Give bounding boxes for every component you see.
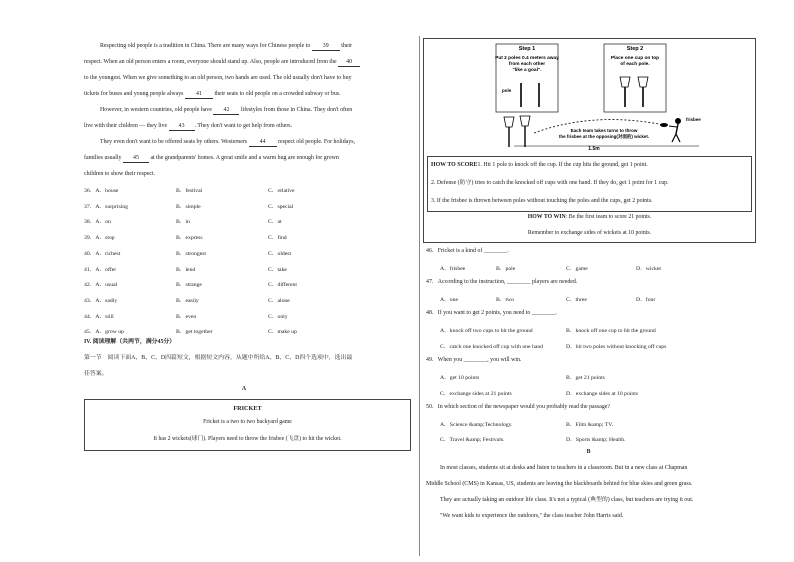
fricket-intro-box (84, 399, 411, 451)
question-48: 48．If you want to get 2 points, you need to ________. (426, 310, 557, 316)
question-option-c[interactable]: C．take (268, 266, 287, 273)
question-option-c[interactable]: C．at (268, 219, 282, 226)
option[interactable]: C．three (566, 297, 587, 303)
score-line: 3. If the frisbee is thrown between poles without touching the poles and the cups, get 2 points. (431, 198, 653, 204)
pole-label: pole (502, 88, 512, 93)
score-line: 2. Defense (防守) tries to catch the knocked off cups with one hand. If they do, get 1 point for 1 cup. (431, 180, 669, 186)
cup-icon (504, 117, 514, 127)
passage-line: They even don't want to be offered seats by others. Westerners 44 respect old people. For holidays, (100, 139, 355, 145)
option[interactable]: C．Travel &amp; Festivals. (440, 437, 505, 443)
blank-42: 42 (213, 106, 239, 115)
cup-icon (638, 77, 648, 87)
option[interactable]: A．one (440, 297, 459, 303)
question-option-a[interactable]: 40．A．richest (84, 250, 121, 257)
section-instruction: 第一节 阅读下面A、B、C、D四篇短文，根据短文内容，从题中所给A、B、C、D四个选项中，选出最 (84, 355, 353, 361)
option[interactable]: D．hit two poles without knocking off cups (566, 344, 667, 350)
question-option-c[interactable]: C．only (268, 313, 288, 320)
exchange-reminder: Remember to exchange sides of wickets at 10 points. (527, 230, 652, 236)
passage-line: respect. When an old person enters a room, everyone should stand up. Also, people are introduced from the 40 (84, 58, 360, 67)
option[interactable]: B．get 21 points (566, 375, 605, 381)
blank-40: 40 (338, 58, 360, 67)
passage-line: tickets for buses and young people always 41 their seats to old people on a crowded subway or bus. (84, 91, 341, 97)
passage-line: families usually 45 at the grandparents' homes. A great smile and a warm hug are enough for grown (84, 155, 339, 161)
svg-text:of each pole.: of each pole. (620, 62, 650, 67)
question-50: 50．In which section of the newspaper would you probably read the passage? (426, 404, 611, 410)
question-option-a[interactable]: 37．A．surprising (84, 203, 128, 210)
passage-b-line: They are actually taking an outdoor life class. It's not a typical (典型的) class, but teachers are trying it out. (440, 497, 694, 503)
question-option-b[interactable]: B．even (176, 313, 197, 320)
option[interactable]: D．wicket (636, 266, 661, 272)
option[interactable]: A．Science &amp;Technology. (440, 422, 513, 428)
question-option-b[interactable]: B．easily (176, 297, 199, 304)
passage-line: live with their children — they live 43 . They don't want to get help from others. (84, 123, 293, 129)
question-option-b[interactable]: B．get together (176, 329, 213, 336)
section-instruction: 佳答案。 (84, 371, 108, 377)
passage-line: Respecting old people is a tradition in China. There are many ways for Chinese people to 39 their (100, 43, 353, 49)
option[interactable]: A．knock off two cups to hit the ground (440, 328, 533, 334)
how-to-score-box (427, 156, 752, 212)
question-option-a[interactable]: 38．A．on (84, 219, 111, 226)
step1-label: Step 1 (518, 46, 536, 52)
distance-label: 1.5m (588, 146, 600, 151)
passage-b-line: In most classes, students sit at desks and listen to teachers in a classroom. But in a new class at Chapman (440, 465, 688, 471)
question-option-c[interactable]: C．different (268, 282, 297, 289)
question-option-c[interactable]: C．special (268, 203, 294, 210)
step2-panel (604, 44, 666, 112)
blank-39: 39 (312, 42, 340, 51)
question-49: 49．When you ________, you will win. (426, 357, 522, 363)
fricket-diagram (424, 39, 755, 151)
score-line: HOW TO SCORE1. Hit 1 pole to knock off the cup. If the cup hits the ground, get 1 point. (431, 162, 648, 168)
option[interactable]: A．frisbee (440, 266, 466, 272)
frisbee-label: frisbee (686, 117, 701, 122)
question-option-c[interactable]: C．alone (268, 297, 290, 304)
question-option-a[interactable]: 45．A．grow up (84, 329, 124, 336)
passage-line: However, in western countries, old people have 42 lifestyles from those in China. They don't often (100, 107, 353, 113)
option[interactable]: C．catch one knocked off cup with one hand (440, 344, 544, 350)
svg-text:Each team takes turns to throw: Each team takes turns to throw (570, 128, 638, 133)
svg-text:Place one cup on top: Place one cup on top (610, 56, 660, 61)
passage-line: children to show their respect. (84, 171, 156, 177)
svg-text:from each other: from each other (508, 62, 546, 67)
question-46: 46．Fricket is a kind of ________. (426, 248, 509, 254)
passage-b-line: Middle School (CMS) in Kansas, US, students are leaving the blackboards behind for blue skies and green grass. (426, 481, 693, 487)
passage-label-b: B (586, 449, 591, 455)
passage-b-line: "We want kids to experience the outdoors," the class teacher John Harris said. (440, 513, 624, 519)
question-option-b[interactable]: B．lend (176, 266, 196, 273)
option[interactable]: C．exchange sides at 21 points (440, 391, 512, 397)
section-heading: IV. 阅读理解（共两节，满分45分） (84, 339, 176, 345)
blank-45: 45 (123, 154, 149, 163)
option[interactable]: D．Sports &amp; Health. (566, 437, 626, 443)
step2-label: Step 2 (626, 46, 644, 52)
svg-text:Put 2 poles 0.4 meters away: Put 2 poles 0.4 meters away (495, 56, 559, 61)
question-option-a[interactable]: 43．A．sadly (84, 297, 118, 304)
option[interactable]: D．four (636, 297, 656, 303)
question-option-b[interactable]: B．festival (176, 188, 203, 194)
option[interactable]: B．two (496, 297, 515, 303)
question-option-c[interactable]: C．oldest (268, 250, 292, 257)
fricket-line: Fricket is a two to two backyard game (203, 419, 292, 425)
player-icon (675, 118, 681, 124)
svg-text:the frisbee at the opposing(对面: the frisbee at the opposing(对面的) wicket. (558, 134, 650, 139)
option[interactable]: B．pole (496, 266, 516, 272)
question-option-a[interactable]: 41．A．offer (84, 266, 117, 273)
blank-41: 41 (185, 90, 213, 99)
passage-line: to the youngest. When we give something to an old person, two hands are used. The old usually don't have to buy (84, 75, 352, 81)
how-to-win: HOW TO WIN: Be the first team to score 21 points. (527, 214, 652, 220)
question-option-c[interactable]: C．relative (268, 188, 295, 194)
blank-44: 44 (249, 138, 277, 147)
fricket-instructions-box (423, 38, 756, 243)
blank-43: 43 (169, 122, 195, 131)
question-option-a[interactable]: 44．A．still (84, 313, 114, 320)
question-option-b[interactable]: B．strange (176, 282, 202, 289)
column-divider (419, 36, 420, 556)
question-47: 47．According to the instruction, ________ players are needed. (426, 279, 578, 285)
svg-text:"like a goal".: "like a goal". (512, 68, 542, 73)
option[interactable]: A．get 10 points (440, 375, 480, 381)
question-option-b[interactable]: B．strongest (176, 250, 207, 257)
frisbee-icon (660, 123, 668, 127)
cup-icon (620, 77, 630, 87)
option[interactable]: C．game (566, 266, 588, 272)
option[interactable]: B．Film &amp; TV. (566, 422, 614, 428)
fricket-line: It has 2 wickets(球门). Players need to throw the frisbee (飞盘) to hit the wicket. (153, 436, 342, 442)
question-option-b[interactable]: B．express (176, 235, 203, 242)
question-option-b[interactable]: B．in (176, 219, 190, 226)
step1-panel (496, 44, 558, 112)
question-option-c[interactable]: C．make up (268, 329, 297, 336)
question-option-b[interactable]: B．simple (176, 203, 201, 210)
question-option-a[interactable]: 39．A．stop (84, 235, 115, 242)
cup-icon (520, 116, 530, 126)
option[interactable]: D．exchange sides at 10 points (566, 391, 639, 397)
option[interactable]: B．knock off one cup to hit the ground (566, 328, 656, 334)
question-option-a[interactable]: 36．A．house (84, 188, 119, 194)
question-option-a[interactable]: 42．A．usual (84, 282, 118, 289)
passage-label-a: A (241, 386, 247, 392)
fricket-title: FRICKET (233, 405, 262, 412)
question-option-c[interactable]: C．find (268, 235, 287, 242)
